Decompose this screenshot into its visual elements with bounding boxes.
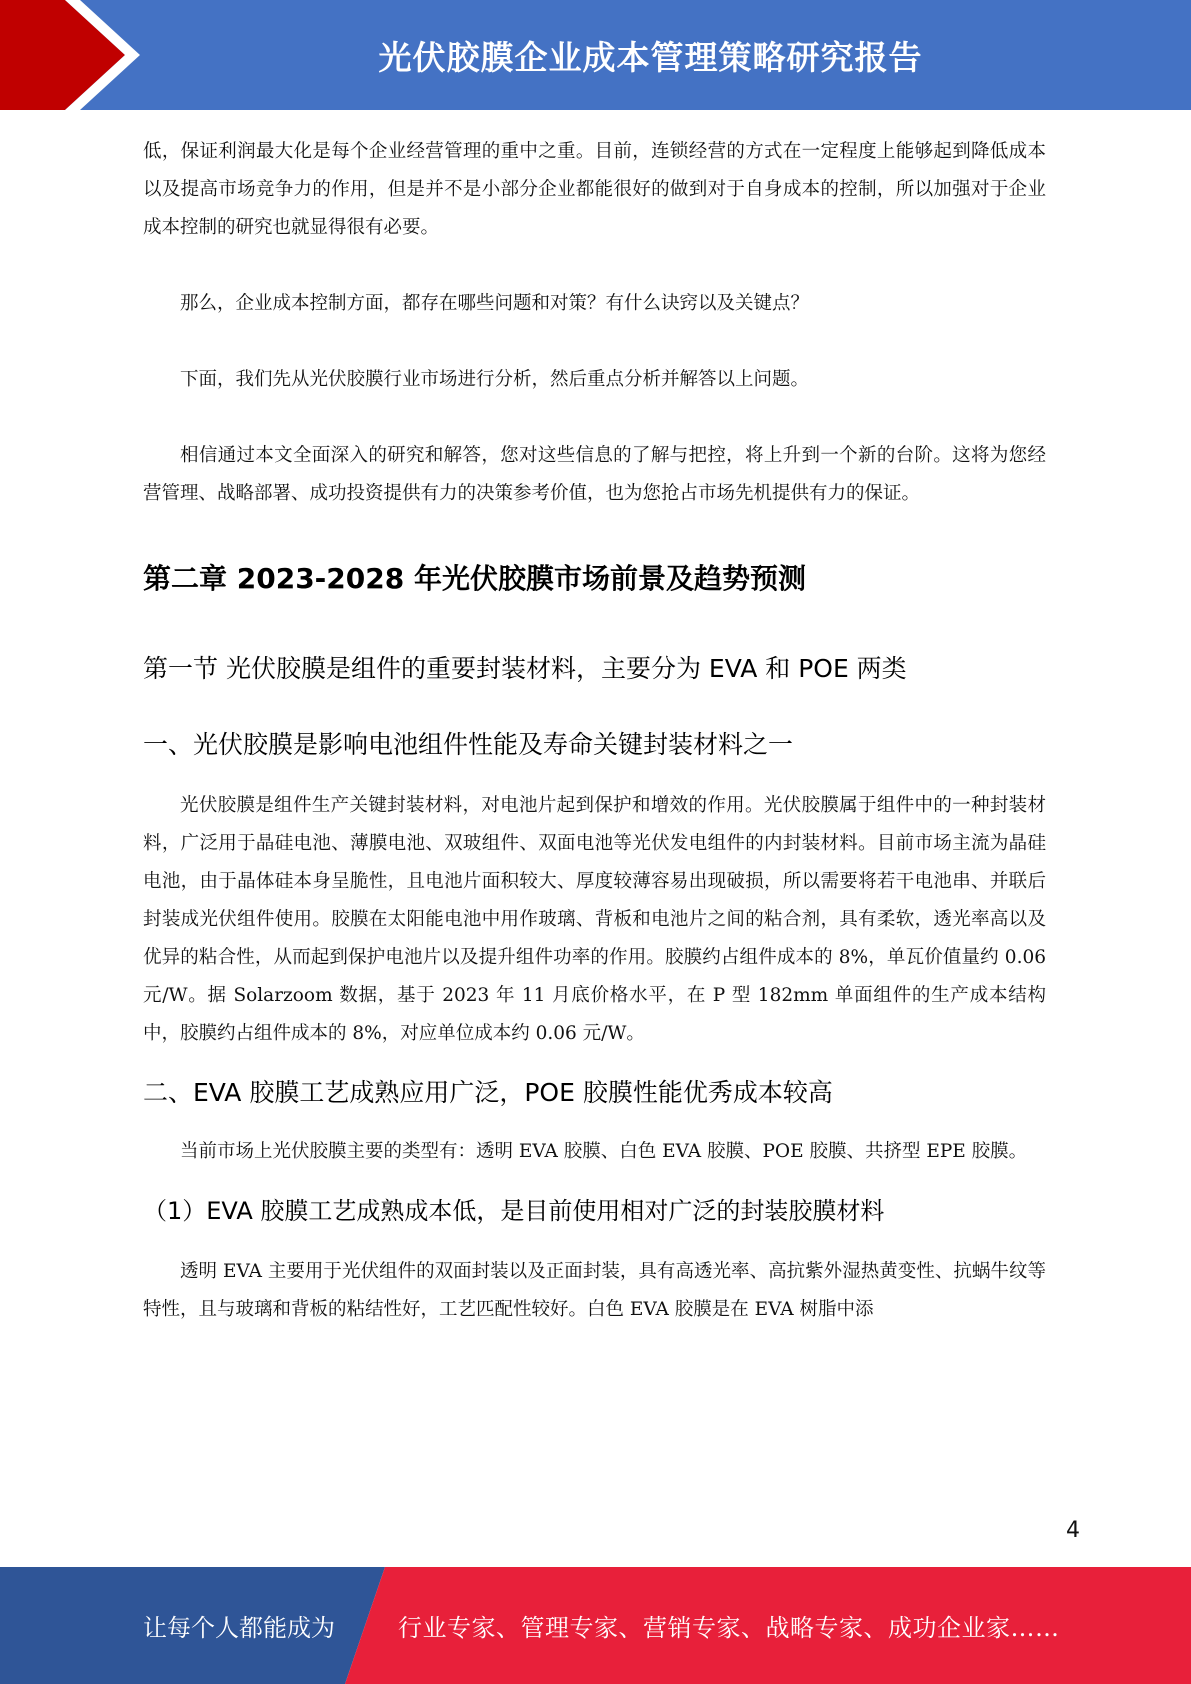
header-arrow-decoration xyxy=(0,0,160,110)
body-paragraph-2: 当前市场上光伏胶膜主要的类型有：透明 EVA 胶膜、白色 EVA 胶膜、POE 胶膜、共挤型 EPE 胶膜。 xyxy=(180,1141,1028,1162)
page-footer xyxy=(0,1567,1191,1684)
intro-paragraph-1: 低，保证利润最大化是每个企业经营管理的重中之重。目前，连锁经营的方式在一定程度上能够起到降低成本以及提高市场竞争力的作用，但是并不是小部分企业都能很好的做到对于自身成本的控制，所以加强对于企业成本控制的研究也就显得很有必要。 xyxy=(143,141,1046,238)
subheading-1: （1）EVA 胶膜工艺成熟成本低，是目前使用相对广泛的封装胶膜材料 xyxy=(143,1197,885,1225)
page-header xyxy=(0,0,1191,110)
intro-paragraph-2: 那么，企业成本控制方面，都存在哪些问题和对策？有什么诀窍以及关键点？ xyxy=(180,293,810,314)
heading-1: 一、光伏胶膜是影响电池组件性能及寿命关键封装材料之一 xyxy=(143,730,794,759)
heading-2: 二、EVA 胶膜工艺成熟应用广泛，POE 胶膜性能优秀成本较高 xyxy=(143,1078,833,1107)
intro-paragraph-3: 下面，我们先从光伏胶膜行业市场进行分析，然后重点分析并解答以上问题。 xyxy=(180,369,810,390)
page-content xyxy=(143,133,1046,1329)
page-number: 4 xyxy=(1066,1518,1080,1543)
footer-slogan-left: 让每个人都能成为 xyxy=(143,1614,335,1642)
chapter-title: 第二章 2023-2028 年光伏胶膜市场前景及趋势预测 xyxy=(143,562,806,595)
report-title: 光伏胶膜企业成本管理策略研究报告 xyxy=(378,37,923,77)
body-paragraph-3: 透明 EVA 主要用于光伏组件的双面封装以及正面封装，具有高透光率、高抗紫外湿热黄变性、抗蜗牛纹等特性，且与玻璃和背板的粘结性好，工艺匹配性较好。白色 EVA 胶膜是在 EVA 树脂中添 xyxy=(143,1261,1046,1320)
section-title: 第一节 光伏胶膜是组件的重要封装材料，主要分为 EVA 和 POE 两类 xyxy=(143,654,907,683)
footer-slogan-right: 行业专家、管理专家、营销专家、战略专家、成功企业家…… xyxy=(398,1614,1060,1642)
intro-paragraph-4: 相信通过本文全面深入的研究和解答，您对这些信息的了解与把控，将上升到一个新的台阶。这将为您经营管理、战略部署、成功投资提供有力的决策参考价值，也为您抢占市场先机提供有力的保证。 xyxy=(143,445,1046,504)
body-paragraph-1: 光伏胶膜是组件生产关键封装材料，对电池片起到保护和增效的作用。光伏胶膜属于组件中的一种封装材料，广泛用于晶硅电池、薄膜电池、双玻组件、双面电池等光伏发电组件的内封装材料。目前市场主流为晶硅电池，由于晶体硅本身呈脆性，且电池片面积较大、厚度较薄容易出现破损，所以需要将若干电池串、并联后封装成光伏组件使用。胶膜在太阳能电池中用作玻璃、背板和电池片之间的粘合剂，具有柔软，透光率高以及优异的粘合性，从而起到保护电池片以及提升组件功率的作用。胶膜约占组件成本的 8%，单瓦价值量约 0.06 元/W。据 Solarzoom 数据，基于 2023 年 11 月底价格水平，在 P 型 182mm 单面组件的生产成本结构中，胶膜约占组件成本的 8%，对应单位成本约 0.06 元/W。 xyxy=(143,795,1046,1044)
